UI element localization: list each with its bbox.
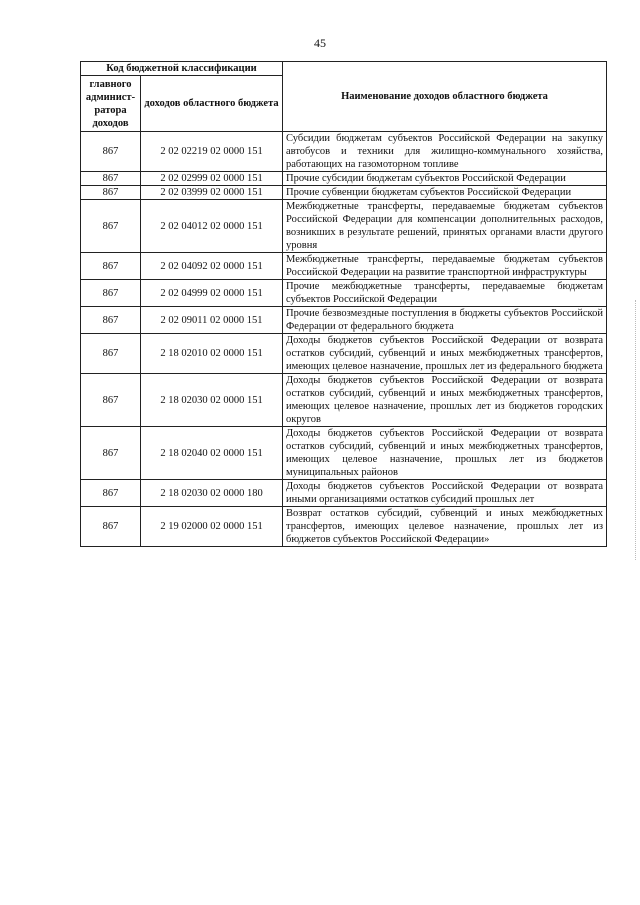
income-name-cell: Доходы бюджетов субъектов Российской Федерации от возврата остатков субсидий, субвенций и иных межбюджетных трансфертов, имеющих целевое назначение, прошлых лет из федерального бюджета	[283, 334, 607, 374]
header-main-administrator: главного админист-ратора доходов	[81, 76, 141, 132]
income-code-cell: 2 02 02219 02 0000 151	[141, 132, 283, 172]
admin-code-cell: 867	[81, 132, 141, 172]
admin-code-cell: 867	[81, 334, 141, 374]
table-row	[81, 200, 607, 253]
income-name-cell: Субсидии бюджетам субъектов Российской Федерации на закупку автобусов и техники для жилищно-коммунального хозяйства, работающих на газомоторном топливе	[283, 132, 607, 172]
income-code-cell: 2 18 02010 02 0000 151	[141, 334, 283, 374]
income-name-cell: Межбюджетные трансферты, передаваемые бюджетам субъектов Российской Федерации на развитие транспортной инфраструктуры	[283, 253, 607, 280]
income-code-cell: 2 02 04012 02 0000 151	[141, 200, 283, 253]
table-row	[81, 253, 607, 280]
admin-code-cell: 867	[81, 427, 141, 480]
table-row	[81, 186, 607, 200]
table-row	[81, 334, 607, 374]
table-row	[81, 507, 607, 547]
income-code-cell: 2 02 04999 02 0000 151	[141, 280, 283, 307]
income-code-cell: 2 18 02030 02 0000 151	[141, 374, 283, 427]
income-name-cell: Возврат остатков субсидий, субвенций и иных межбюджетных трансфертов, имеющих целевое назначение, прошлых лет из бюджетов субъектов Российской Федерации»	[283, 507, 607, 547]
budget-classification-table	[80, 61, 607, 547]
income-code-cell: 2 02 04092 02 0000 151	[141, 253, 283, 280]
income-code-cell: 2 02 09011 02 0000 151	[141, 307, 283, 334]
admin-code-cell: 867	[81, 253, 141, 280]
income-code-cell: 2 18 02030 02 0000 180	[141, 480, 283, 507]
header-income-name-label: Наименование доходов областного бюджета	[341, 91, 548, 102]
table-row	[81, 427, 607, 480]
table-row	[81, 280, 607, 307]
income-name-cell: Прочие субвенции бюджетам субъектов Российской Федерации	[283, 186, 607, 200]
table-row	[81, 132, 607, 172]
admin-code-cell: 867	[81, 172, 141, 186]
income-name-cell: Прочие безвозмездные поступления в бюджеты субъектов Российской Федерации от федерального бюджета	[283, 307, 607, 334]
admin-code-cell: 867	[81, 200, 141, 253]
admin-code-cell: 867	[81, 374, 141, 427]
header-income-name	[283, 62, 607, 132]
admin-code-cell: 867	[81, 280, 141, 307]
scan-edge-marks	[633, 300, 636, 560]
header-budget-classification-code: Код бюджетной классификации	[81, 62, 283, 76]
income-name-cell: Прочие межбюджетные трансферты, передаваемые бюджетам субъектов Российской Федерации	[283, 280, 607, 307]
income-name-cell: Доходы бюджетов субъектов Российской Федерации от возврата остатков субсидий, субвенций и иных межбюджетных трансфертов, имеющих целевое назначение, прошлых лет из бюджетов муниципальных районов	[283, 427, 607, 480]
admin-code-cell: 867	[81, 307, 141, 334]
table-row	[81, 307, 607, 334]
income-code-cell: 2 02 03999 02 0000 151	[141, 186, 283, 200]
income-name-cell: Доходы бюджетов субъектов Российской Федерации от возврата иными организациями остатков субсидий прошлых лет	[283, 480, 607, 507]
income-name-cell: Доходы бюджетов субъектов Российской Федерации от возврата остатков субсидий, субвенций и иных межбюджетных трансфертов, имеющих целевое назначение, прошлых лет из бюджетов городских округов	[283, 374, 607, 427]
admin-code-cell: 867	[81, 186, 141, 200]
income-code-cell: 2 19 02000 02 0000 151	[141, 507, 283, 547]
admin-code-cell: 867	[81, 507, 141, 547]
income-code-cell: 2 18 02040 02 0000 151	[141, 427, 283, 480]
header-regional-income-code: доходов областного бюджета	[141, 76, 283, 132]
table-row	[81, 480, 607, 507]
income-name-cell: Прочие субсидии бюджетам субъектов Российской Федерации	[283, 172, 607, 186]
table-row	[81, 374, 607, 427]
table-row	[81, 172, 607, 186]
page-number: 45	[314, 36, 326, 50]
income-name-cell: Межбюджетные трансферты, передаваемые бюджетам субъектов Российской Федерации для компенсации дополнительных расходов, возникших в результате решений, принятых органами власти другого уровня	[283, 200, 607, 253]
table-body	[81, 132, 607, 547]
income-code-cell: 2 02 02999 02 0000 151	[141, 172, 283, 186]
admin-code-cell: 867	[81, 480, 141, 507]
